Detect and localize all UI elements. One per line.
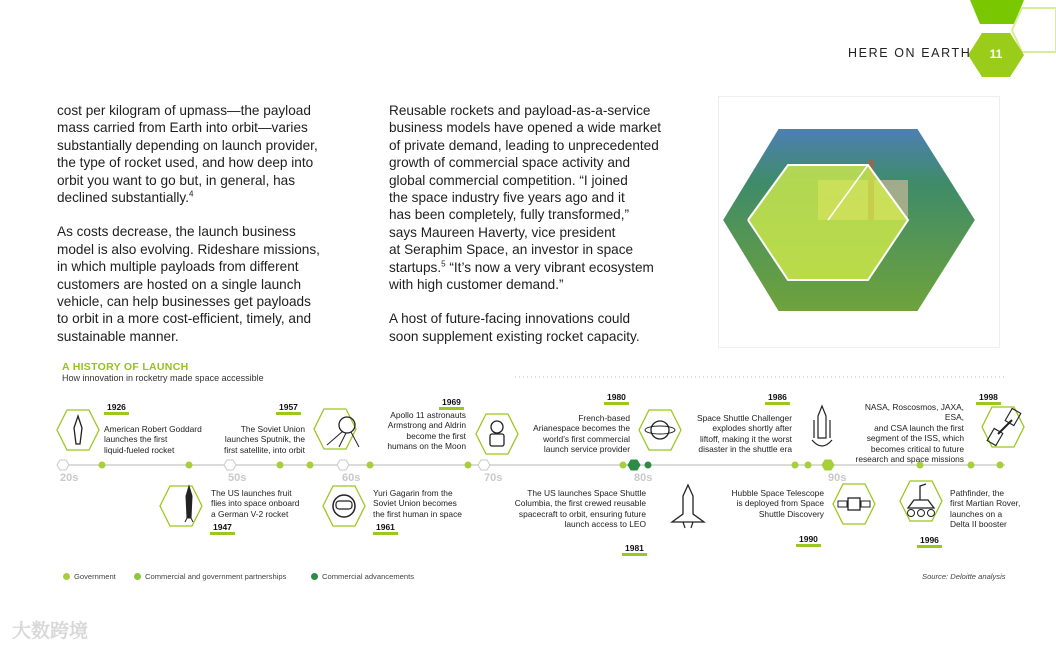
page-number: 11 [989, 47, 1003, 61]
paragraph [57, 102, 357, 206]
cosmonaut-helmet-icon [322, 484, 366, 528]
paragraph-text: cost per kilogram of upmass—the payload mass carried from Earth into orbit—varies substantially depending on launch provider, the type of rocket used, and how deep into orbit you want to go but, in general, has declined substantially. [57, 103, 318, 206]
event-text: Yuri Gagarin from the Soviet Union becomes the first human in space [373, 488, 462, 519]
astronaut-icon [475, 412, 519, 456]
legend-label: Commercial advancements [322, 572, 415, 581]
footnote-ref: 4 [189, 189, 194, 199]
sputnik-icon [313, 407, 365, 451]
event-year: 1926 [104, 402, 129, 415]
legend-dot [311, 573, 318, 580]
event-year: 1947 [210, 522, 235, 535]
text-column-left [57, 102, 357, 362]
event-text: The US launches fruit flies into space onboard a German V-2 rocket [211, 488, 300, 519]
paragraph: A host of future-facing innovations could soon supplement existing rocket capacity. [389, 311, 640, 344]
watermark: 大数跨境 [12, 621, 89, 642]
event-text: Space Shuttle Challenger explodes shortly after liftoff, making it the worst disaster in the shuttle era [697, 413, 792, 455]
launch-pad-photo [718, 120, 988, 320]
event-year: 1957 [276, 402, 301, 415]
header-hexagons [960, 0, 1056, 84]
event-text: Hubble Space Telescope is deployed from Space Shuttle Discovery [731, 488, 824, 519]
legend-item [63, 572, 116, 581]
footnote-ref: 5 [441, 259, 446, 269]
hex-decor-outline [1012, 8, 1056, 52]
event-text: The US launches Space Shuttle Columbia, the first crewed reusable spacecraft to orbit, ensuring future launch access to LEO [514, 488, 646, 530]
rover-icon [898, 478, 944, 524]
text-column-right [389, 102, 689, 362]
paragraph-text: Reusable rockets and payload-as-a-service business models have opened a wide market of private demand, leading to unprecedented growth of commercial space activity and global commercial competition. “I joined the space industry five years ago and it has been completely, fully transformed,” says Maureen Haverty, vice president at Seraphim Space, an investor in space startups. [389, 103, 662, 275]
v2-rocket-icon [159, 482, 203, 530]
event-text: Apollo 11 astronauts Armstrong and Aldrin become the first humans on the Moon [387, 410, 466, 452]
legend-label: Commercial and government partnerships [145, 572, 287, 581]
event-year: 1961 [373, 522, 398, 535]
event-year: 1998 [976, 392, 1001, 405]
event-year: 1981 [622, 543, 647, 556]
legend-dot [134, 573, 141, 580]
decade-label: 20s [60, 472, 79, 484]
event-text: French-based Arianespace becomes the world’s first commercial launch service provider [533, 413, 630, 455]
space-shuttle-icon [664, 482, 712, 530]
decade-label: 70s [484, 472, 503, 484]
goddard-rocket-icon [56, 408, 100, 452]
source-note: Source: Deloitte analysis [922, 572, 1006, 581]
legend-label: Government [74, 572, 116, 581]
event-year: 1990 [796, 534, 821, 547]
shuttle-launch-icon [800, 404, 844, 452]
paragraph-text: “It’s now a very vibrant ecosystem with high customer demand.” [389, 259, 654, 293]
space-station-icon [980, 404, 1028, 452]
decade-label: 80s [634, 472, 653, 484]
timeline-title: A HISTORY OF LAUNCH [62, 361, 189, 373]
telescope-icon [832, 482, 876, 526]
event-year: 1986 [765, 392, 790, 405]
paragraph [389, 102, 689, 293]
legend-item [134, 572, 286, 581]
decade-label: 90s [828, 472, 847, 484]
legend-dot [63, 573, 70, 580]
decade-label: 60s [342, 472, 361, 484]
decade-label: 50s [228, 472, 247, 484]
timeline-axis [0, 370, 1056, 570]
legend-item [311, 572, 414, 581]
event-text: NASA, Roscosmos, JAXA, ESA, and CSA launch the first segment of the ISS, which becomes critical to future research and space missions [855, 402, 964, 465]
event-text: Pathfinder, the first Martian Rover, launches on a Delta II booster [950, 488, 1021, 530]
event-text: The Soviet Union launches Sputnik, the first satellite, into orbit [224, 424, 305, 455]
event-year: 1980 [604, 392, 629, 405]
event-year: 1996 [917, 535, 942, 548]
paragraph: As costs decrease, the launch business model is also evolving. Rideshare missions, in which multiple payloads from different customers are hosted on a single launch vehicle, can help businesses get payloads to orbit in a more cost-efficient, timely, and sustainable manner. [57, 224, 320, 344]
planet-icon [638, 408, 682, 452]
event-text: American Robert Goddard launches the first liquid-fueled rocket [104, 424, 202, 455]
event-year: 1969 [439, 397, 464, 410]
timeline-subtitle: How innovation in rocketry made space accessible [62, 373, 264, 383]
section-title: HERE ON EARTH [848, 46, 972, 60]
